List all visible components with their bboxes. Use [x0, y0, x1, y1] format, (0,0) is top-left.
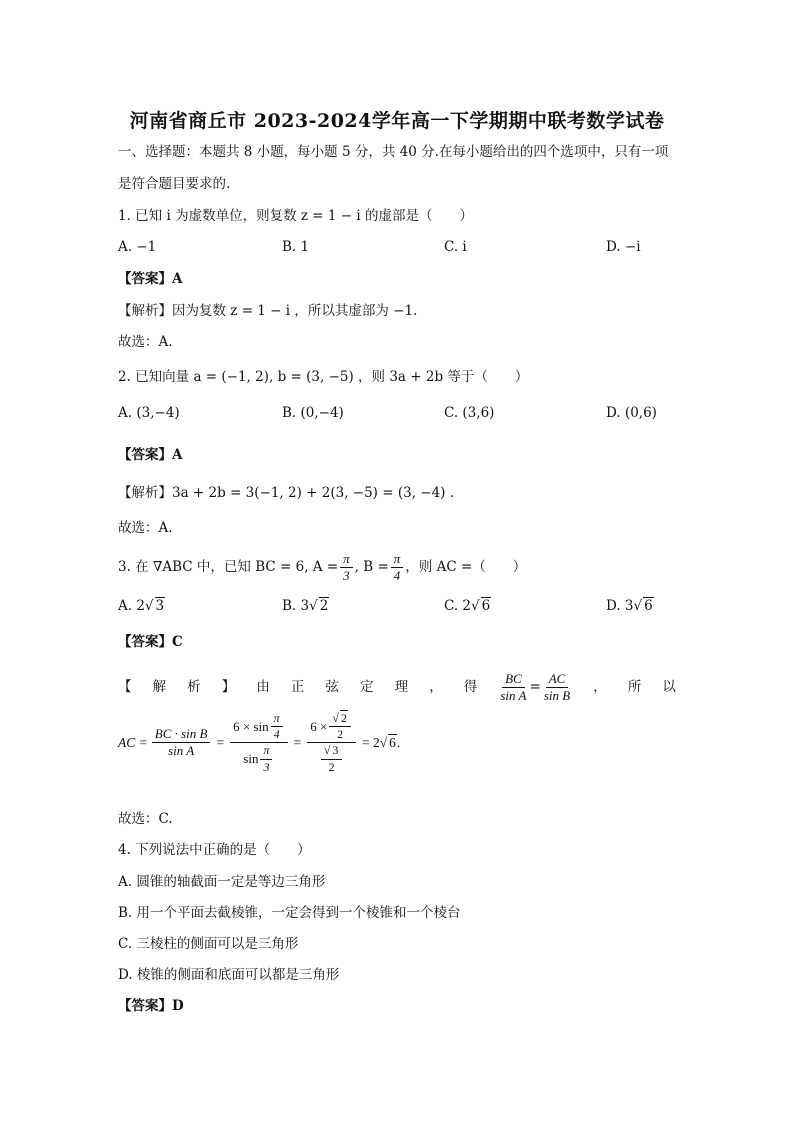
q1-answer: 【答案】A: [118, 271, 183, 287]
q3-f-den2-wrap: [243, 743, 274, 773]
q3-s1: 所: [627, 679, 642, 696]
q1-choose: 故选：A.: [118, 334, 173, 350]
q3-option-c-radicand: 6: [481, 598, 491, 614]
q3-analysis-line: [118, 672, 676, 704]
q3-f-rad3: 3: [332, 743, 339, 758]
q3-pi-a: π: [340, 552, 353, 568]
q3-stem-post: ，则 AC =（ ）: [405, 559, 527, 576]
q3-option-c: C. 2√ 6: [444, 598, 491, 614]
q3-option-d: D. 3√ 6: [606, 598, 653, 614]
q3-w7: 定: [360, 679, 374, 696]
q2-answer: 【答案】A: [118, 447, 183, 463]
q4-option-a: A. 圆锥的轴截面一定是等边三角形: [118, 874, 326, 890]
q3-f-sqrt2-2: $\frac{√ 2}{2}$: [329, 712, 351, 741]
q4-answer: 【答案】D: [118, 998, 184, 1014]
q3-option-a-radicand: 3: [155, 598, 165, 614]
q3-w1: 解: [152, 679, 167, 696]
q3-f-num2: 6 × sin: [233, 718, 269, 734]
q3-f-pi4-den: 4: [273, 727, 280, 742]
q3-f-end: .: [396, 734, 401, 750]
q3-frac-sinb: sin B: [543, 688, 571, 704]
q3-option-a-label: A. 2: [118, 598, 145, 614]
q3-f-frac2: [230, 712, 288, 774]
q3-three: 3: [343, 568, 350, 584]
q3-s2: 以: [662, 679, 676, 696]
q3-frac-ac-sinb: [544, 672, 570, 704]
q3-w10: 得: [463, 679, 478, 696]
q3-f-ac: AC =: [118, 734, 148, 750]
q2-choose: 故选：A.: [118, 520, 173, 536]
q3-f-den3-wrap: [319, 743, 345, 773]
q1-stem: 1. 已知 i 为虚数单位，则复数 z = 1 − i 的虚部是（ ）: [118, 208, 473, 224]
q3-stem-pre: 3. 在 ∇ABC 中，已知 BC = 6, A =: [118, 559, 339, 576]
section-intro-line-1: 一、选择题：本题共 8 小题，每小题 5 分，共 40 分.在每小题给出的四个选项中，只有一项: [118, 144, 669, 160]
q3-choose: 故选：C.: [118, 811, 173, 827]
q3-frac-sina: sin A: [500, 688, 527, 704]
q3-option-b: B. 3√ 2: [282, 598, 329, 614]
q3-f-num2-wrap: [230, 712, 288, 743]
q3-stem: [118, 552, 526, 584]
q3-f-num3-wrap: [307, 712, 356, 743]
q3-f-pi3-den: 3: [263, 759, 270, 774]
q3-w9: ，: [429, 679, 443, 696]
q3-frac-pi-3: [340, 552, 353, 584]
q3-f-pi3-num: π: [260, 744, 272, 759]
q3-option-d-label: D. 3: [606, 598, 634, 614]
q3-frac-ac: AC: [546, 672, 569, 688]
q3-frac-pi-4: [391, 552, 404, 584]
q3-frac-bc: BC: [502, 672, 525, 688]
q3-f-pi4-num: π: [271, 712, 283, 727]
q3-f-rad2: 2: [340, 711, 347, 725]
q3-f-sqrt3-2: $\frac{√ 3}{2}$: [321, 744, 343, 773]
q3-w4: 由: [256, 679, 270, 696]
q3-w3: 】: [221, 679, 236, 696]
q3-f-den1: sin A: [168, 743, 195, 759]
q3-sine-law: $\frac{BC}{\text{sin A}}$ = $\frac{AC}{\text{sin B}}$: [500, 671, 571, 704]
q3-stem-mid: , B =: [354, 559, 389, 576]
q3-f-den2: sin: [243, 750, 259, 766]
q4-option-c: C. 三棱柱的侧面可以是三角形: [118, 936, 299, 952]
q3-w8: 理: [394, 679, 409, 696]
q4-stem: 4. 下列说法中正确的是（ ）: [118, 842, 311, 858]
q3-four: 4: [393, 568, 401, 584]
q1-option-a: A. −1: [118, 239, 157, 255]
q4-option-b: B. 用一个平面去截棱锥，一定会得到一个棱锥和一个棱台: [118, 905, 461, 921]
q2-stem: 2. 已知向量 a = (−1, 2), b = (3, −5) ，则 3a + 2b 等于（ ）: [118, 369, 529, 385]
q3-option-c-label: C. 2: [444, 598, 472, 614]
q1-option-c: C. i: [444, 239, 467, 255]
q3-s0: ，: [593, 679, 607, 696]
q1-option-b: B. 1: [282, 239, 310, 255]
q3-w5: 正: [290, 679, 305, 696]
q3-w0: 【: [118, 679, 132, 696]
q3-f-pi4: [271, 712, 283, 741]
q3-f-num3: 6 ×: [310, 718, 328, 734]
q2-option-d: D. (0,6): [606, 405, 657, 421]
q3-f-frac3: [307, 712, 356, 774]
section-intro-line-2: 是符合题目要求的.: [118, 176, 231, 192]
page-title: 河南省商丘市 2023-2024学年高一下学期期中联考数学试卷: [129, 110, 665, 132]
q3-f-result: = 2: [361, 734, 380, 750]
q2-option-c: C. (3,6): [444, 405, 495, 421]
q3-frac-bc-sina: [500, 672, 526, 704]
q1-option-d: D. −i: [606, 239, 641, 255]
q3-option-d-radicand: 6: [644, 598, 653, 614]
q2-option-a: A. (3,−4): [118, 405, 180, 421]
q3-f-two-b: 2: [328, 759, 335, 774]
q3-pi-b: π: [391, 552, 404, 568]
q1-analysis: 【解析】因为复数 z = 1 − i ，所以其虚部为 −1.: [118, 303, 418, 319]
q3-w6: 弦: [325, 679, 339, 696]
q3-w2: 析: [187, 679, 201, 696]
q4-option-d: D. 棱锥的侧面和底面可以都是三角形: [118, 967, 340, 983]
q3-f-pi3: [260, 744, 272, 773]
q2-analysis: 【解析】3a + 2b = 3(−1, 2) + 2(3, −5) = (3, −4) .: [118, 485, 455, 501]
q3-option-a: A. 2√ 3: [118, 598, 165, 614]
q3-f-num1: BC · sin B: [152, 727, 211, 743]
q3-option-b-label: B. 3: [282, 598, 310, 614]
q2-option-b: B. (0,−4): [282, 405, 344, 421]
q3-f-frac1: [152, 727, 211, 759]
q3-answer: 【答案】C: [118, 634, 183, 650]
q3-option-b-radicand: 2: [319, 598, 329, 614]
q3-f-result-rad: 6: [389, 735, 396, 751]
q3-f-two-a: 2: [337, 727, 344, 742]
q3-formula: AC = $\frac{\text{BC · sin B}}{\text{sin A}}$ = 6 × sin $\frac{\pi}{4}$ sin $\frac{\pi}{3}$ = 6 × $\frac{√ 2}{2}$ $\frac{√ 3}{2}$ = 2 √ 6 .: [118, 711, 401, 774]
